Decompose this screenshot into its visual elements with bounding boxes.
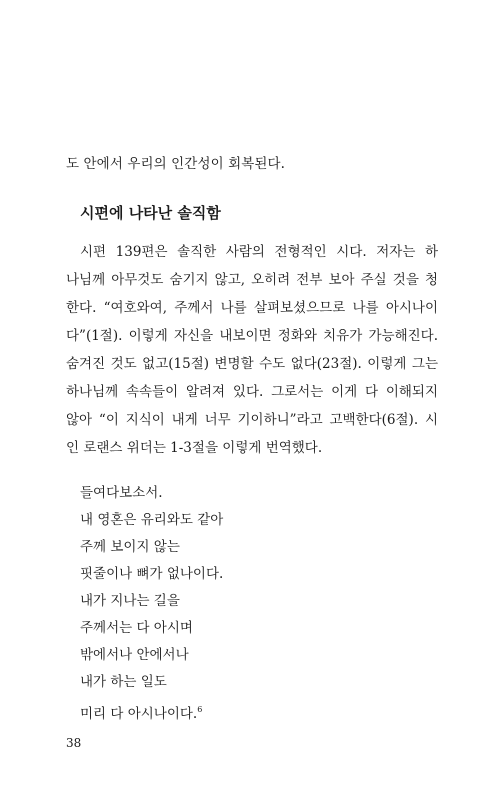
poem-line: 내가 하는 일도 xyxy=(80,674,167,690)
poem-line: 주께 보이지 않는 xyxy=(80,539,180,555)
poem-line-last xyxy=(80,696,223,728)
poem-line: 밖에서나 안에서나 xyxy=(80,647,189,663)
paragraph-line: 나님께 아무것도 숨기지 않고, 오히려 전부 보아 주실 것을 청 xyxy=(66,272,438,288)
paragraph-line: 다”(1절). 이렇게 자신을 내보이면 정화와 치유가 가능해진다. xyxy=(66,328,438,344)
intro-line: 도 안에서 우리의 인간성이 회복된다. xyxy=(66,156,286,172)
paragraph-line: 시편 139편은 솔직한 사람의 전형적인 시다. 저자는 하 xyxy=(80,244,438,260)
page-number: 38 xyxy=(66,736,82,750)
poem-line: 핏줄이나 뼈가 없나이다. xyxy=(80,566,224,582)
footnote-marker: 6 xyxy=(197,705,203,714)
paragraph-line: 한다. “여호와여, 주께서 나를 살펴보셨으므로 나를 아시나이 xyxy=(66,300,438,316)
poem-line: 미리 다 아시나이다. xyxy=(80,706,198,722)
paragraph-line: 하나님께 속속들이 알려져 있다. 그로서는 이게 다 이해되지 xyxy=(66,384,438,400)
paragraph-line: 숨겨진 것도 없고(15절) 변명할 수도 없다(23절). 이렇게 그는 xyxy=(66,356,438,372)
poem-block xyxy=(80,480,223,728)
body-paragraph xyxy=(66,238,438,462)
section-heading: 시편에 나타난 솔직함 xyxy=(80,204,221,222)
poem-line: 들여다보소서. xyxy=(80,485,163,501)
paragraph-line: 인 로랜스 위더는 1-3절을 이렇게 번역했다. xyxy=(66,440,323,456)
poem-line: 주께서는 다 아시며 xyxy=(80,620,193,636)
poem-line: 내가 지나는 길을 xyxy=(80,593,180,609)
poem-line: 내 영혼은 유리와도 같아 xyxy=(80,512,224,528)
paragraph-line: 않아 “이 지식이 내게 너무 기이하니”라고 고백한다(6절). 시 xyxy=(66,412,438,428)
